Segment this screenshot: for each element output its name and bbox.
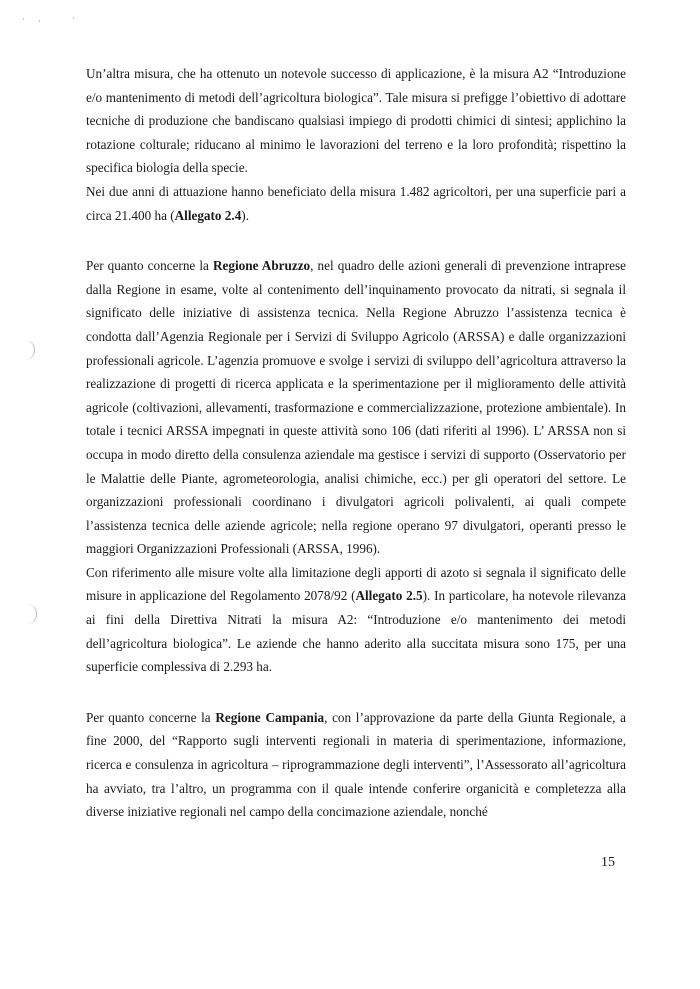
text-run: ). In particolare, ha notevole rilevanza ai fini della Direttiva Nitrati la misura A2: “Introduzione e/o mantenimento dei metodi dell’agricoltura biologica”. Le aziende che hanno aderito alla succitata misura sono 175, per una superficie complessiva di 2.293 ha. (86, 588, 626, 675)
scan-speck: · (72, 13, 75, 23)
text-run: Nei due anni di attuazione hanno beneficiato della misura 1.482 agricoltori, per una superficie pari a circa 21.400 ha ( (86, 183, 626, 223)
paragraph-3-regione-abruzzo (86, 254, 626, 561)
text-run: Un’altra misura, che ha ottenuto un notevole successo di applicazione, è la misura A2 “Introduzione e/o mantenimento di metodi dell’agricoltura biologica”. Tale misura si prefigge l’obiettivo di adottare tecniche di produzione che bandiscano qualsiasi impiego di prodotti chimici di sintesi; applichino la rotazione colturale; riducano al minimo le lavorazioni del terreno e la loro profondità; rispettino la specifica biologia della specie. (86, 66, 626, 176)
paragraph-5-regione-campania (86, 706, 626, 824)
scan-speck: · (22, 14, 25, 24)
binder-hole-mark (26, 604, 37, 624)
bold-reference: Allegato 2.4 (174, 207, 242, 223)
paragraph-1 (86, 62, 626, 180)
bold-reference: Regione Campania (215, 709, 325, 725)
paragraph-2 (86, 180, 626, 227)
text-run: Con riferimento alle misure volte alla limitazione degli apporti di azoto si segnala il significato delle misure in applicazione del Regolamento 2078/92 ( (86, 564, 626, 604)
binder-hole-mark (24, 340, 35, 360)
text-run: ). (241, 207, 249, 223)
page-number: 15 (601, 855, 615, 870)
text-run: Per quanto concerne la (86, 709, 216, 725)
text-run: , con l’approvazione da parte della Giunta Regionale, a fine 2000, del “Rapporto sugli interventi regionali in materia di sperimentazione, informazione, ricerca e consulenza in agricoltura – riprogrammazione degli interventi”, l’Assessorato all’agricoltura ha avviato, tra l’altro, un programma con il quale intende conferire organicità e completezza alla diverse iniziative regionali nel campo della concimazione aziendale, nonché (86, 709, 626, 820)
bold-reference: Regione Abruzzo (213, 258, 311, 274)
bold-reference: Allegato 2.5 (355, 588, 423, 604)
text-run: , nel quadro delle azioni generali di prevenzione intraprese dalla Regione in esame, volte al contenimento dell’inquinamento provocato da nitrati, si segnala il significato delle iniziative di assistenza tecnica. Nella Regione Abruzzo l’assistenza tecnica è condotta dall’Agenzia Regionale per i Servizi di Sviluppo Agricolo (ARSSA) e dalle organizzazioni professionali agricole. L’agenzia promuove e svolge i servizi di sviluppo dell’agricoltura attraverso la realizzazione di progetti di ricerca applicata e la sperimentazione per il miglioramento delle attività agricole (coltivazioni, allevamenti, trasformazione e commercializzazione, protezione ambientale). In totale i tecnici ARSSA impegnati in queste attività sono 106 (dati riferiti al 1996). L’ ARSSA non si occupa in modo diretto della consulenza aziendale ma gestisce i servizi di supporto (Osservatorio per le Malattie delle Piante, agrometeorologia, analisi chimiche, ecc.) per gli operatori del settore. Le organizzazioni professionali coordinano i divulgatori agricoli polivalenti, ai quali compete l’assistenza tecnica delle aziende agricole; nella regione operano 97 divulgatori, operanti presso le maggiori Organizzazioni Professionali (ARSSA, 1996). (86, 258, 626, 557)
body-text (86, 62, 626, 824)
paragraph-4 (86, 561, 626, 679)
scan-speck: · (38, 16, 41, 26)
text-run: Per quanto concerne la (86, 258, 213, 274)
